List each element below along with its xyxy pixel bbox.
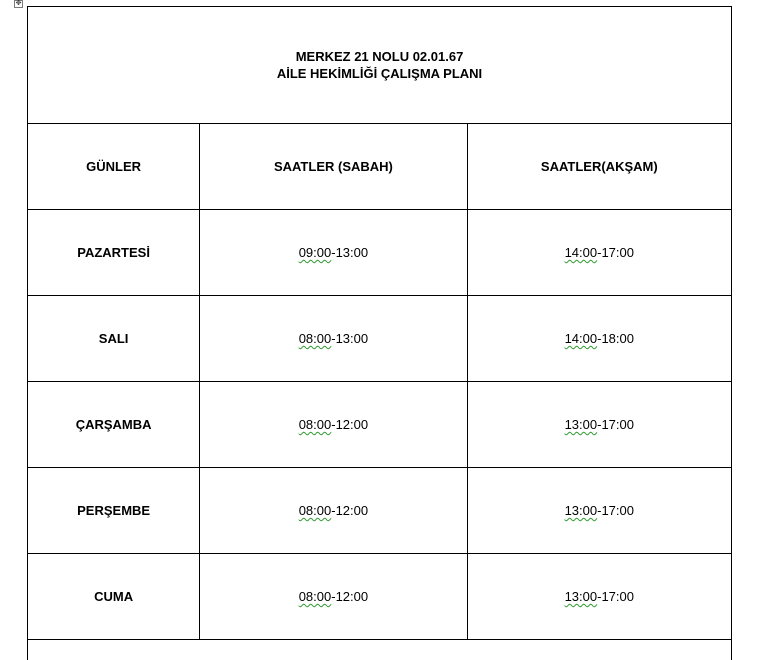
- morning-start: 08:00: [298, 589, 332, 604]
- table-row: [28, 468, 732, 554]
- morning-start: 09:00: [298, 245, 332, 260]
- table-row: [28, 210, 732, 296]
- morning-end: -13:00: [331, 331, 369, 346]
- evening-end: -17:00: [597, 245, 634, 260]
- morning-start: 08:00: [298, 503, 332, 518]
- morning-start: 08:00: [298, 331, 332, 346]
- morning-hours-cell[interactable]: [200, 554, 467, 640]
- morning-hours-cell[interactable]: [200, 382, 467, 468]
- evening-start: 13:00: [564, 589, 598, 604]
- empty-cell[interactable]: [28, 640, 732, 660]
- evening-hours-cell[interactable]: [467, 210, 731, 296]
- title-row: [28, 7, 732, 124]
- day-cell[interactable]: CUMA: [28, 554, 200, 640]
- morning-end: -12:00: [331, 417, 369, 432]
- header-morning[interactable]: SAATLER (SABAH): [200, 124, 467, 210]
- header-row: [28, 124, 732, 210]
- table-row: [28, 382, 732, 468]
- header-evening[interactable]: SAATLER(AKŞAM): [467, 124, 731, 210]
- evening-end: -18:00: [597, 331, 634, 346]
- evening-start: 13:00: [564, 503, 598, 518]
- evening-hours-cell[interactable]: [467, 468, 731, 554]
- title-line-1: MERKEZ 21 NOLU 02.01.67: [295, 49, 464, 64]
- morning-end: -12:00: [331, 503, 369, 518]
- work-schedule-table: [27, 6, 732, 660]
- day-cell[interactable]: PAZARTESİ: [28, 210, 200, 296]
- evening-end: -17:00: [597, 417, 634, 432]
- title-cell[interactable]: [28, 7, 732, 124]
- morning-end: -12:00: [331, 589, 369, 604]
- evening-end: -17:00: [597, 589, 634, 604]
- evening-hours-cell[interactable]: [467, 296, 731, 382]
- table-row: [28, 296, 732, 382]
- day-cell[interactable]: PERŞEMBE: [28, 468, 200, 554]
- evening-start: 14:00: [564, 331, 598, 346]
- title-line-2: AİLE HEKİMLİĞİ ÇALIŞMA PLANI: [276, 66, 483, 81]
- evening-start: 14:00: [564, 245, 598, 260]
- morning-end: -13:00: [331, 245, 369, 260]
- header-days[interactable]: GÜNLER: [28, 124, 200, 210]
- morning-hours-cell[interactable]: [200, 468, 467, 554]
- evening-hours-cell[interactable]: [467, 382, 731, 468]
- morning-start: 08:00: [298, 417, 332, 432]
- table-move-handle-icon[interactable]: ✥: [15, 0, 22, 7]
- day-cell[interactable]: ÇARŞAMBA: [28, 382, 200, 468]
- evening-start: 13:00: [564, 417, 598, 432]
- evening-hours-cell[interactable]: [467, 554, 731, 640]
- empty-row: [28, 640, 732, 660]
- evening-end: -17:00: [597, 503, 634, 518]
- table-row: [28, 554, 732, 640]
- morning-hours-cell[interactable]: [200, 296, 467, 382]
- morning-hours-cell[interactable]: [200, 210, 467, 296]
- day-cell[interactable]: SALI: [28, 296, 200, 382]
